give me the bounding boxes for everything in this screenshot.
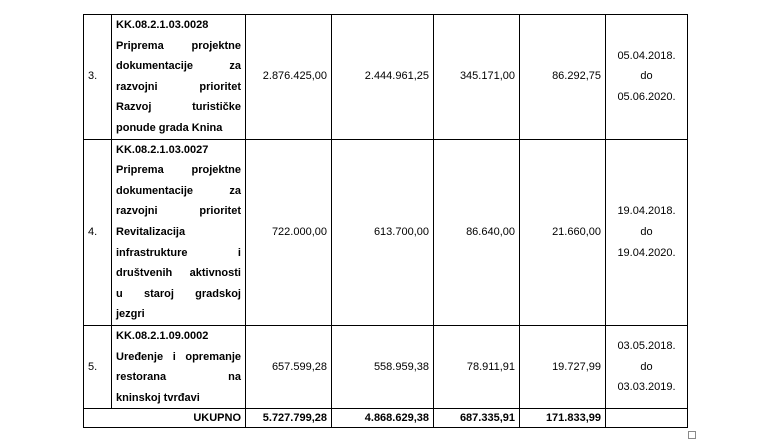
total-row bbox=[84, 409, 688, 428]
total-value-cell: 2.876.425,00 bbox=[246, 15, 332, 140]
description-line: u staroj gradskoj bbox=[116, 287, 241, 300]
total-value-cell: 657.599,28 bbox=[246, 325, 332, 408]
national-value-cell: 86.640,00 bbox=[434, 139, 520, 325]
description-line: Priprema projektne bbox=[116, 39, 241, 52]
description-line: KK.08.2.1.03.0027 bbox=[116, 143, 209, 156]
table-row bbox=[84, 15, 688, 140]
date-line: 05.06.2020. bbox=[617, 91, 676, 104]
own-value-cell: 21.660,00 bbox=[520, 139, 606, 325]
eligible-value-cell: 2.444.961,25 bbox=[332, 15, 434, 140]
description-line: razvojni prioritet bbox=[116, 80, 241, 93]
row-number: 4. bbox=[84, 139, 112, 325]
own-value-cell: 86.292,75 bbox=[520, 15, 606, 140]
total-sum-v4: 171.833,99 bbox=[520, 409, 606, 428]
eligible-value-cell: 613.700,00 bbox=[332, 139, 434, 325]
row-number: 5. bbox=[84, 325, 112, 408]
date-line: 19.04.2020. bbox=[617, 246, 676, 259]
date-line: do bbox=[640, 360, 653, 373]
period-cell bbox=[606, 325, 688, 408]
total-label: UKUPNO bbox=[84, 409, 246, 428]
description-line: ponude grada Knina bbox=[116, 121, 223, 134]
description-line: Revitalizacija bbox=[116, 225, 186, 238]
description-line: Razvoj turističke bbox=[116, 101, 241, 114]
row-number: 3. bbox=[84, 15, 112, 140]
table-row bbox=[84, 325, 688, 408]
description-line: infrastrukture i bbox=[116, 246, 241, 259]
description-line: dokumentacije za bbox=[116, 184, 241, 197]
description-line: razvojni prioritet bbox=[116, 205, 241, 218]
table-resize-handle[interactable] bbox=[688, 431, 696, 439]
date-line: 03.05.2018. bbox=[617, 340, 676, 353]
date-line: do bbox=[640, 225, 653, 238]
project-description bbox=[112, 15, 246, 140]
date-line: 19.04.2018. bbox=[617, 205, 676, 218]
eligible-value-cell: 558.959,38 bbox=[332, 325, 434, 408]
own-value-cell: 19.727,99 bbox=[520, 325, 606, 408]
description-line: KK.08.2.1.09.0002 bbox=[116, 329, 209, 342]
description-line: KK.08.2.1.03.0028 bbox=[116, 19, 209, 31]
description-line: Priprema projektne bbox=[116, 164, 241, 177]
table-row bbox=[84, 139, 688, 325]
description-line: društvenih aktivnosti bbox=[116, 267, 241, 280]
total-period-cell bbox=[606, 409, 688, 428]
total-sum-v1: 5.727.799,28 bbox=[246, 409, 332, 428]
description-line: restorana na bbox=[116, 371, 241, 384]
project-description bbox=[112, 139, 246, 325]
national-value-cell: 345.171,00 bbox=[434, 15, 520, 140]
description-line: Uređenje i opremanje bbox=[116, 350, 241, 363]
date-line: do bbox=[640, 70, 653, 83]
national-value-cell: 78.911,91 bbox=[434, 325, 520, 408]
date-line: 03.03.2019. bbox=[617, 381, 676, 394]
total-sum-v3: 687.335,91 bbox=[434, 409, 520, 428]
date-line: 05.04.2018. bbox=[617, 49, 676, 62]
project-description bbox=[112, 325, 246, 408]
total-sum-v2: 4.868.629,38 bbox=[332, 409, 434, 428]
description-line: kninskoj tvrđavi bbox=[116, 391, 200, 404]
description-line: dokumentacije za bbox=[116, 60, 241, 73]
period-cell bbox=[606, 15, 688, 140]
period-cell bbox=[606, 139, 688, 325]
description-line: jezgri bbox=[116, 308, 145, 321]
funding-table bbox=[83, 14, 688, 428]
total-value-cell: 722.000,00 bbox=[246, 139, 332, 325]
